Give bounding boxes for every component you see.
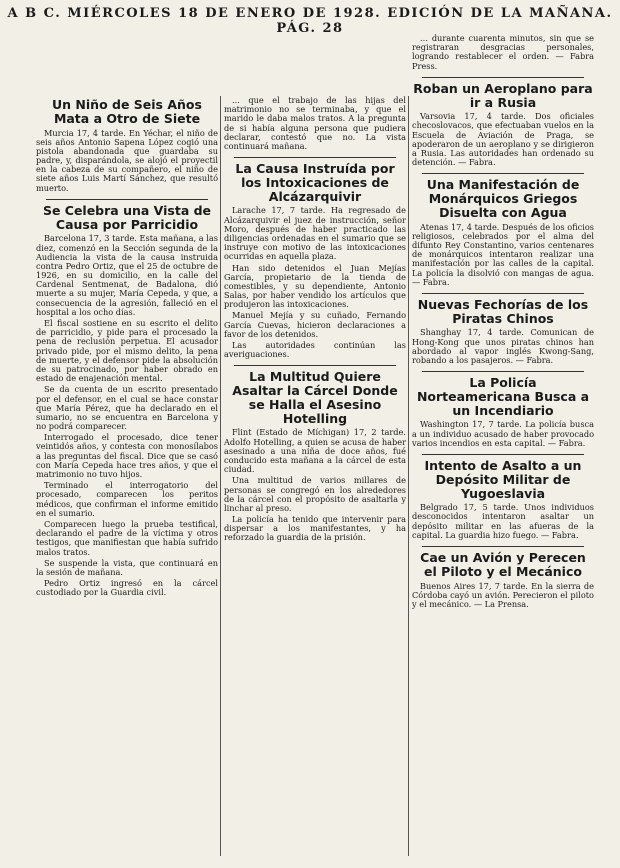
article (36, 204, 218, 598)
article-separator (422, 293, 584, 294)
article-paragraph: Manuel Mejía y su cuñado, Fernando García Cuevas, hicieron declaraciones a favor de los detenidos. (224, 310, 406, 339)
article-paragraph: Una multitud de varios millares de personas se congregó en los alrededores de la cárcel con el propósito de asaltarla y linchar al preso. (224, 475, 406, 513)
article-paragraph: Pedro Ortiz ingresó en la cárcel custodiado por la Guardia civil. (36, 578, 218, 598)
page-header: A B C. MIÉRCOLES 18 DE ENERO DE 1928. EDICIÓN DE LA MAÑANA. PÁG. 28 (7, 6, 613, 36)
article-paragraph: La policía ha tenido que intervenir para dispersar a los manifestantes, y ha reforzado la guardia de la prisión. (224, 514, 406, 543)
article-headline: Un Niño de Seis Años Mata a Otro de Siete (52, 97, 202, 126)
article-separator (422, 371, 584, 372)
article-paragraph: Las autoridades continúan las averiguaciones. (224, 340, 406, 360)
article (412, 459, 594, 540)
article-paragraph: Washington 17, 7 tarde. La policía busca a un individuo acusado de haber provocado varios incendios en esta capital. — Fabra. (412, 419, 594, 448)
article (412, 298, 594, 365)
article-headline: Intento de Asalto a un Depósito Militar de Yugoeslavia (424, 458, 582, 501)
article-paragraph: Interrogado el procesado, dice tener veintidós años, y contesta con monosílabos a las preguntas del fiscal. Dice que se casó con María Cepeda hace tres años, y que el matrimonio no tuvo hijos. (36, 432, 218, 479)
article (224, 370, 406, 542)
article-headline: Nuevas Fechorías de los Piratas Chinos (417, 296, 589, 326)
article-paragraph: El fiscal sostiene en su escrito el delito de parricidio, y pide para el procesado la pena de reclusión perpetua. El acusador privado pide, por el mismo delito, la pena de muerte, y el defensor pide la absolución de su patrocinado, por haber obrado en estado de enajenación mental. (36, 318, 218, 384)
article-paragraph: Flint (Estado de Míchigan) 17, 2 tarde. Adolfo Hotelling, a quien se acusa de haber asesinado a una niña de doce años, fué conducido esta mañana a la cárcel de esta ciudad. (224, 427, 406, 475)
article-paragraph: ... que el trabajo de las hijas del matrimonio no se terminaba, y que el marido le daba malos tratos. A la pregunta de si había alguna persona que pudiera declarar, contestó que no. La vista continuará mañana. (224, 96, 406, 151)
article-paragraph: Comparecen luego la prueba testifical, declarando el padre de la víctima y otros testigos, que manifiestan que había sufrido malos tratos. (36, 518, 218, 557)
article-separator (422, 454, 584, 455)
article-separator (234, 157, 396, 158)
article-headline: Una Manifestación de Monárquicos Griegos Disuelta con Agua (426, 177, 580, 220)
column-rule (408, 96, 409, 856)
article (412, 376, 594, 448)
article (412, 551, 594, 609)
article (36, 98, 218, 193)
article-separator (422, 546, 584, 547)
article-separator (234, 365, 396, 366)
article-separator (422, 173, 584, 174)
column-1 (36, 96, 218, 856)
article-paragraph: Atenas 17, 4 tarde. Después de los oficios religiosos, celebrados por el alma del difunto Rey Constantino, varios centenares de monárquicos intentaron realizar una manifestación por las calles de la capital. La policía la disolvió con mangas de agua. — Fabra. (412, 221, 594, 287)
article (224, 96, 406, 151)
article-separator (46, 199, 208, 200)
article-paragraph: Buenos Aires 17, 7 tarde. En la sierra de Córdoba cayó un avión. Perecieron el piloto y el mecánico. — La Prensa. (412, 580, 594, 609)
article-paragraph: Terminado el interrogatorio del procesado, comparecen los peritos médicos, que confirman el informe emitido en el sumario. (36, 480, 218, 518)
article-paragraph: Larache 17, 7 tarde. Ha regresado de Alcázarquivir el juez de instrucción, señor Moro, después de haber practicado las diligencias ordenadas en el sumario que se instruye con motivo de las intoxicaciones ocurridas en aquella plaza. (224, 205, 406, 262)
article-separator (422, 77, 584, 78)
article-headline: Se Celebra una Vista de Causa por Parricidio (42, 202, 212, 232)
article-paragraph: Se da cuenta de un escrito presentado por el defensor, en el cual se hace constar que María Pérez, que ha declarado en el sumario, no se encuentra en Barcelona y no podrá comparecer. (36, 384, 218, 432)
article-paragraph: ... durante cuarenta minutos, sin que se registraran desgracias personales, logrando restablecer el orden. — Fabra Press. (412, 34, 594, 71)
article-headline: La Causa Instruída por los Intoxicaciones de Alcázarquivir (235, 161, 395, 204)
article-paragraph: Murcia 17, 4 tarde. En Yéchar, el niño de seis años Antonio Sapena López cogió una pistola abandonada que guardaba su padre, y, disparándola, se alojó el proyectil en la cabeza de su compañero, el niño de siete años Luis Martí Sánchez, que resultó muerto. (36, 127, 218, 193)
column-rule (220, 96, 221, 856)
article-paragraph: Barcelona 17, 3 tarde. Esta mañana, a las diez, comenzó en la Sección segunda de la Audiencia la vista de la causa instruida contra Pedro Ortiz, que el 25 de octubre de 1926, en su domicilio, en la calle del Cardenal Sentmenat, de Badalona, dió muerte a su mujer, María Cepeda, y que, a consecuencia de la agresión, falleció en el hospital a los ocho días. (36, 233, 218, 317)
article (224, 162, 406, 359)
article-headline: La Multitud Quiere Asaltar la Cárcel Donde se Halla el Asesino Hotelling (232, 369, 398, 426)
article (412, 34, 594, 71)
article-headline: La Policía Norteamericana Busca a un Incendiario (416, 375, 590, 418)
article-paragraph: Varsovia 17, 4 tarde. Dos oficiales checoslovacos, que efectuaban vuelos en la Escuela de Aviación de Praga, se apoderaron de un aeroplano y se dirigieron a Rusia. Las autoridades han ordenado su detención. — Fabra. (412, 111, 594, 168)
article-paragraph: Han sido detenidos el Juan Mejías García, propietario de la tienda de comestibles, y su dependiente, Antonio Salas, por haber vendido los artículos que produjeron las intoxicaciones. (224, 262, 406, 310)
column-2 (224, 96, 406, 856)
article-headline: Roban un Aeroplano para ir a Rusia (413, 80, 593, 110)
article (412, 82, 594, 168)
article-headline: Cae un Avión y Perecen el Piloto y el Mecánico (420, 550, 586, 579)
article-paragraph: Se suspende la vista, que continuará en la sesión de mañana. (36, 557, 218, 577)
article-paragraph: Shanghay 17, 4 tarde. Comunican de Hong-Kong que unos piratas chinos han abordado al vapor inglés Kwong-Sang, robando a los pasajeros. — Fabra. (412, 327, 594, 365)
column-3 (412, 34, 594, 856)
article-paragraph: Belgrado 17, 5 tarde. Unos individuos desconocidos intentaron asaltar un depósito militar en las afueras de la capital. La guardia hizo fuego. — Fabra. (412, 502, 594, 540)
article (412, 178, 594, 287)
